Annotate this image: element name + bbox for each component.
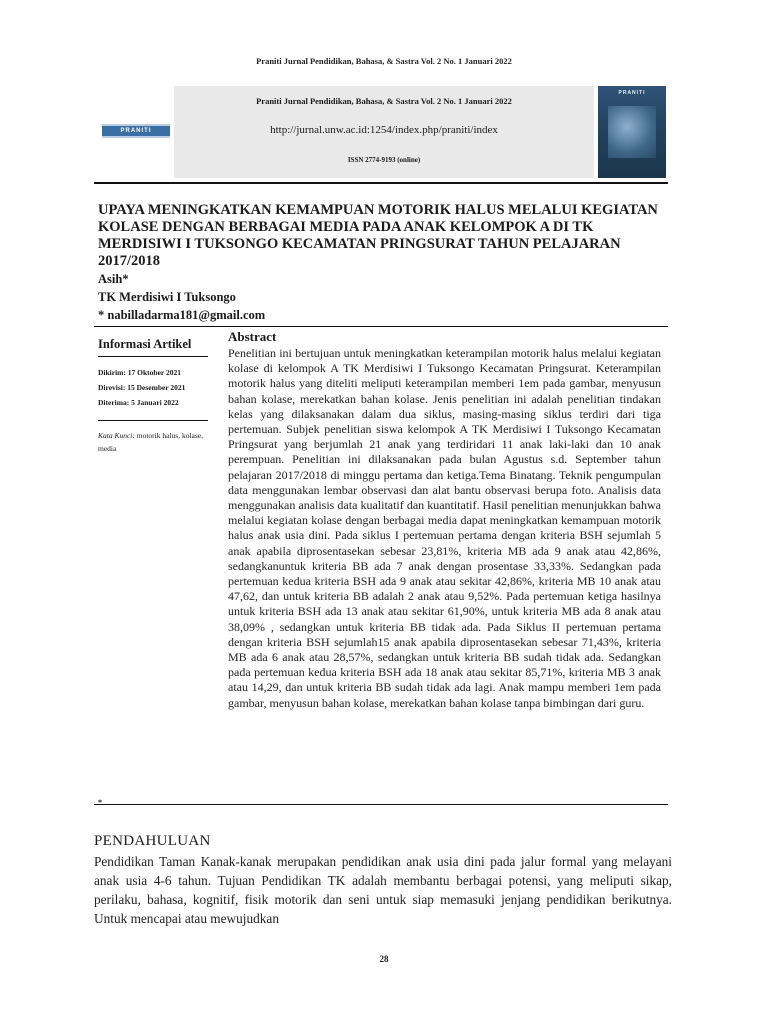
keywords-rule xyxy=(98,420,208,421)
abstract-bottom-rule xyxy=(94,804,668,805)
banner-journal-name: Praniti Jurnal Pendidikan, Bahasa, & Sastra Vol. 2 No. 1 Januari 2022 xyxy=(256,96,512,106)
abstract-top-rule xyxy=(94,326,668,327)
date-received: Dikirim: 17 Oktober 2021 xyxy=(98,368,181,377)
date-accepted: Diterima: 5 Januari 2022 xyxy=(98,398,179,407)
article-dates xyxy=(98,365,185,410)
date-revised: Direvisi: 15 Desember 2021 xyxy=(98,383,186,392)
journal-issn: ISSN 2774-9193 (online) xyxy=(347,156,421,164)
author-affiliation: TK Merdisiwi I Tuksongo xyxy=(98,290,236,304)
abstract-text: Penelitian ini bertujuan untuk meningkatkan keterampilan motorik halus melalui kegiatan kolase di kelompok A TK Merdisiwi I Tuksongo Kecamatan Pringsurat. Keterampilan motorik halus yang diteliti meliputi keterampilan memberi 1em pada gambar, menyusun bahan kolase, merekatkan bahan kolase. Jenis penelitian ini adalah penelitian tindakan kelas yang dilaksanakan dalam dua siklus, masing-masing siklus terdiri dari tiga pertemuan. Subjek penelitian siswa kelompok A TK Merdisiwi I Tuksongo Kecamatan Pringsurat yang berjumlah 21 anak yang terdiridari 11 anak laki-laki dan 10 anak perempuan. Penelitian ini dilaksanakan pada bulan Agustus s.d. September tahun pelajaran 2017/2018 di minggu pertama dan ketiga.Tema Binatang. Teknik pengumpulan data menggunakan lembar observasi dan alat bantu observasi berupa foto. Analisis data menggunakan analisis data kualitatif dan kuantitatif. Hasil penelitian menunjukkan bahwa melalui kegiatan kolase dengan berbagai media dapat meningkatkan kemampuan motorik halus anak usia dini. Pada siklus I pertemuan pertama dengan kriteria BSH sejumlah 5 anak apabila diprosentasekan sebesar 23,81%, kriteria MB ada 9 anak atau 42,86%, sedangkanuntuk kriteria BB ada 7 anak dengan prosentase 33,33%. Sedangkan pada pertemuan kedua kriteria BSH ada 9 anak atau sekitar 42,86%, kriteria MB 10 anak atau 47,62, dan untuk kriteria BB adalah 2 anak atau 9,52%. Pada pertemuan ketiga hasilnya untuk kriteria BSH ada 13 anak atau sekitar 61,90%, untuk kriteria MB ada 8 anak atau 38,09% , sedangkan untuk kriteria BB tidak ada. Pada Siklus II pertemuan pertama dengan kriteria BSH sejumlah15 anak apabila diprosentasekan sebesar 71,43%, kriteria MB ada 6 anak atau 28,57%, sedangkan untuk kriteria BB sudah tidak ada. Sedangkan pada pertemuan kedua kriteria BSH ada 18 anak atau sekitar 85,71%, kriteria MB 3 anak atau 14,29, dan untuk kriteria BB sudah tidak ada lagi. Anak mampu memberi 1em pada gambar, menyusun bahan kolase, merekatkan bahan kolase tanpa bimbingan dari guru. xyxy=(228,346,661,710)
author-block xyxy=(98,270,265,324)
article-title: UPAYA MENINGKATKAN KEMAMPUAN MOTORIK HALUS MELALUI KEGIATAN KOLASE DENGAN BERBAGAI MEDIA PADA ANAK KELOMPOK A DI TK MERDISIWI I TUKSONGO KECAMATAN PRINGSURAT TAHUN PELAJARAN 2017/2018 xyxy=(98,202,658,269)
author-email[interactable]: * nabilladarma181@gmail.com xyxy=(98,308,266,322)
cover-title: PRANITI xyxy=(618,90,646,96)
keywords xyxy=(98,429,210,455)
page-number: 28 xyxy=(379,954,389,964)
journal-cover-image xyxy=(598,86,666,178)
journal-logo: PRANITI xyxy=(102,124,170,138)
abstract-heading: Abstract xyxy=(228,329,277,344)
author-name: Asih* xyxy=(98,272,129,286)
article-info-heading: Informasi Artikel xyxy=(98,337,192,351)
introduction-text: Pendidikan Taman Kanak-kanak merupakan pendidikan anak usia dini pada jalur formal yang melayani anak usia 4-6 tahun. Tujuan Pendidikan TK adalah membantu berbagai potensi, yang meliputi sikap, perilaku, bahasa, kognitif, fisik motorik dan seni untuk siap memasuki jenjang pendidikan berikutnya. Untuk mencapai atau mewujudkan xyxy=(94,854,672,926)
keywords-label: Kata Kunci: xyxy=(98,431,135,440)
footnote-mark: * xyxy=(98,798,102,807)
cover-artwork xyxy=(608,106,656,158)
section-heading-introduction: PENDAHULUAN xyxy=(94,833,211,849)
article-info-rule xyxy=(98,356,208,357)
header-rule xyxy=(94,182,668,184)
keywords-value: motorik halus, kolase, media xyxy=(98,431,203,453)
running-header: Praniti Jurnal Pendidikan, Bahasa, & Sastra Vol. 2 No. 1 Januari 2022 xyxy=(256,56,512,66)
journal-url[interactable]: http://jurnal.unw.ac.id:1254/index.php/praniti/index xyxy=(270,124,498,136)
journal-banner xyxy=(94,86,668,178)
